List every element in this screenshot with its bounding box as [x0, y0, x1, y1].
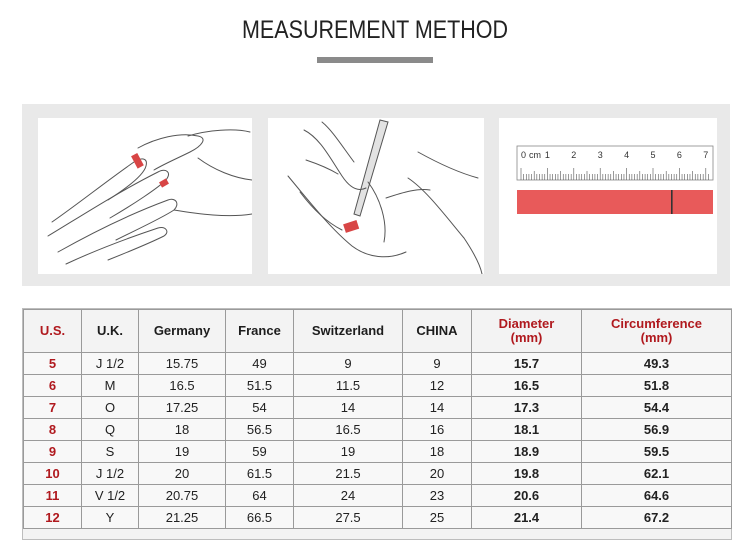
table-cell: 11	[24, 485, 82, 507]
table-cell: 17.25	[139, 397, 226, 419]
ruler-icon	[499, 118, 717, 274]
ruler-tick-label: 5	[650, 150, 656, 160]
table-cell: 15.7	[472, 353, 582, 375]
table-cell: 19	[139, 441, 226, 463]
column-header-label: U.K.	[97, 323, 123, 338]
table-row	[24, 485, 732, 507]
table-cell: 64.6	[582, 485, 732, 507]
table-cell: 8	[24, 419, 82, 441]
column-header	[139, 310, 226, 353]
strip-mark	[671, 190, 673, 214]
ring-size-table	[23, 309, 732, 529]
table-cell: 24	[294, 485, 403, 507]
table-cell: 66.5	[226, 507, 294, 529]
table-cell: 9	[403, 353, 472, 375]
table-cell: 20	[403, 463, 472, 485]
table-cell: J 1/2	[82, 353, 139, 375]
title-underline	[317, 57, 433, 63]
table-row	[24, 463, 732, 485]
table-cell: 25	[403, 507, 472, 529]
ruler-tick-label: 3	[597, 150, 603, 160]
column-header	[294, 310, 403, 353]
table-cell: Y	[82, 507, 139, 529]
table-cell: 49	[226, 353, 294, 375]
table-cell: 15.75	[139, 353, 226, 375]
table-cell: 9	[294, 353, 403, 375]
table-cell: 14	[294, 397, 403, 419]
table-cell: 18	[139, 419, 226, 441]
table-cell: 23	[403, 485, 472, 507]
table-cell: 20	[139, 463, 226, 485]
table-cell: 61.5	[226, 463, 294, 485]
table-header-row	[24, 310, 732, 353]
page-title: MEASUREMENT METHOD	[242, 16, 508, 44]
table-cell: M	[82, 375, 139, 397]
ruler-tick-label: 2	[571, 150, 577, 160]
column-header-label: Diameter	[498, 316, 555, 331]
table-cell: 5	[24, 353, 82, 375]
column-header-unit: (mm)	[510, 330, 543, 345]
table-row	[24, 397, 732, 419]
column-header-label: Circumference	[610, 316, 703, 331]
column-header	[582, 310, 732, 353]
table-cell: 27.5	[294, 507, 403, 529]
table-cell: 64	[226, 485, 294, 507]
table-cell: 19	[294, 441, 403, 463]
table-row	[24, 419, 732, 441]
table-cell: J 1/2	[82, 463, 139, 485]
table-row	[24, 441, 732, 463]
ruler-tick-label: 4	[624, 150, 630, 160]
table-row	[24, 375, 732, 397]
column-header	[472, 310, 582, 353]
pen-hand-icon	[268, 118, 484, 274]
table-cell: 59.5	[582, 441, 732, 463]
table-cell: 51.5	[226, 375, 294, 397]
table-cell: 12	[403, 375, 472, 397]
table-cell: 12	[24, 507, 82, 529]
column-header	[82, 310, 139, 353]
column-header-label: Germany	[153, 323, 211, 338]
ruler-tick-label: 6	[676, 150, 682, 160]
table-cell: 18	[403, 441, 472, 463]
table-cell: 9	[24, 441, 82, 463]
ruler-tick-label: 1	[544, 150, 550, 160]
column-header-label: France	[238, 323, 281, 338]
measured-string-strip	[517, 190, 713, 214]
pen-mark-illustration	[268, 118, 484, 274]
table-cell: 7	[24, 397, 82, 419]
ruler-tick-label: 7	[703, 150, 709, 160]
column-header-unit: (mm)	[640, 330, 673, 345]
table-cell: 62.1	[582, 463, 732, 485]
table-cell: 56.9	[582, 419, 732, 441]
table-cell: 67.2	[582, 507, 732, 529]
table-cell: 19.8	[472, 463, 582, 485]
table-cell: 18.1	[472, 419, 582, 441]
table-cell: 51.8	[582, 375, 732, 397]
table-cell: 10	[24, 463, 82, 485]
table-cell: 20.75	[139, 485, 226, 507]
ruler-illustration	[499, 118, 717, 274]
table-cell: O	[82, 397, 139, 419]
table-cell: 56.5	[226, 419, 294, 441]
table-cell: 21.25	[139, 507, 226, 529]
table-cell: 6	[24, 375, 82, 397]
table-cell: 14	[403, 397, 472, 419]
table-cell: 16.5	[472, 375, 582, 397]
table-cell: 54	[226, 397, 294, 419]
table-cell: 49.3	[582, 353, 732, 375]
column-header-label: CHINA	[416, 323, 458, 338]
table-cell: 16	[403, 419, 472, 441]
table-cell: 16.5	[139, 375, 226, 397]
column-header-label: U.S.	[39, 323, 66, 338]
table-cell: 17.3	[472, 397, 582, 419]
table-cell: 20.6	[472, 485, 582, 507]
table-cell: S	[82, 441, 139, 463]
ruler-unit-label: cm	[529, 150, 541, 160]
table-cell: 18.9	[472, 441, 582, 463]
table-cell: 21.4	[472, 507, 582, 529]
table-row	[24, 507, 732, 529]
table-cell: Q	[82, 419, 139, 441]
hand-icon	[38, 118, 252, 274]
column-header	[403, 310, 472, 353]
table-cell: 54.4	[582, 397, 732, 419]
column-header	[24, 310, 82, 353]
column-header-label: Switzerland	[311, 323, 385, 338]
table-cell: 59	[226, 441, 294, 463]
ring-size-table-container	[22, 308, 732, 540]
table-cell: 21.5	[294, 463, 403, 485]
table-cell: 11.5	[294, 375, 403, 397]
table-cell: V 1/2	[82, 485, 139, 507]
table-cell: 16.5	[294, 419, 403, 441]
ruler-tick-label: 0	[521, 150, 527, 160]
table-row	[24, 353, 732, 375]
hand-wrap-illustration	[38, 118, 252, 274]
column-header	[226, 310, 294, 353]
